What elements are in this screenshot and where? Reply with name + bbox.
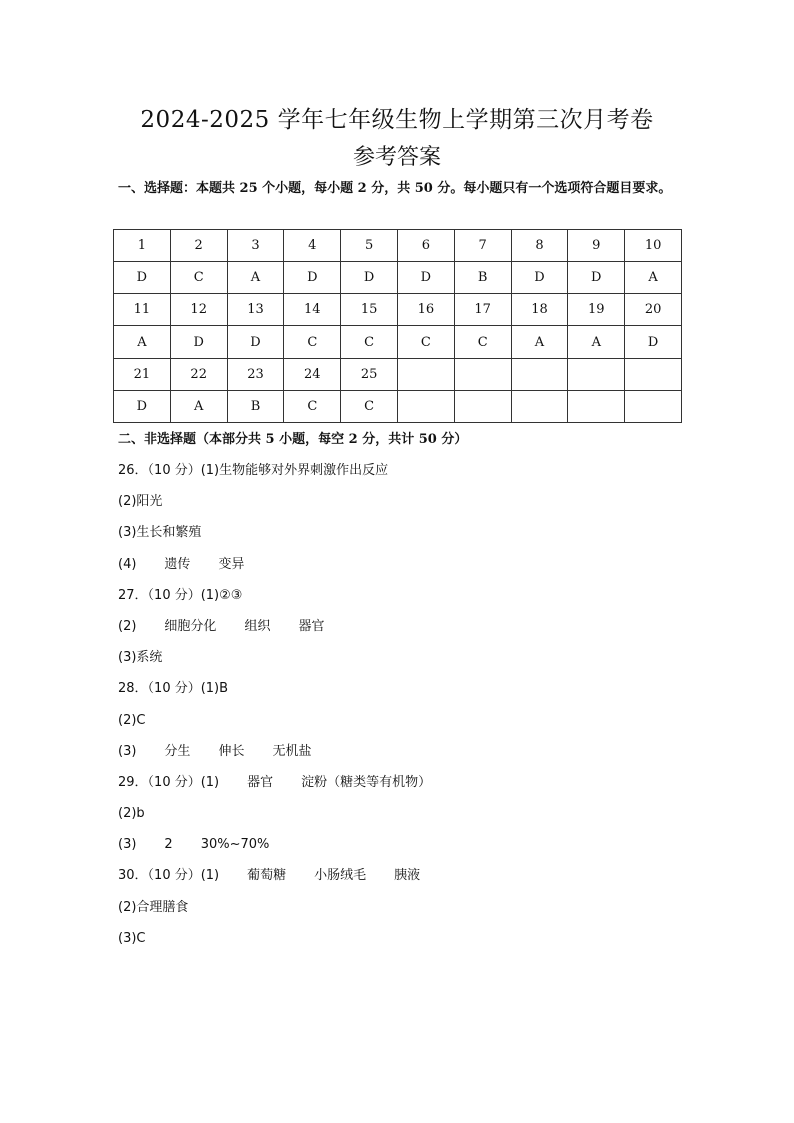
table-cell: C [341, 390, 398, 422]
answer-label: (3)生长和繁殖 [118, 525, 202, 541]
answer-fill: 组织 [244, 618, 271, 634]
table-cell [454, 390, 511, 422]
answer-fill: 遗传 [164, 556, 191, 572]
table-cell: 1 [114, 230, 171, 262]
answer-label: (3) [118, 743, 137, 759]
answer-label: 30．（10 分）(1) [118, 868, 220, 884]
answer-label: 28．（10 分）(1)B [118, 681, 229, 697]
answer-fill: 伸长 [218, 743, 245, 759]
answer-fill: 器官 [247, 774, 274, 790]
table-cell: 7 [454, 230, 511, 262]
table-cell: D [341, 262, 398, 294]
answer-line [118, 549, 718, 580]
table-cell: 22 [170, 358, 227, 390]
answer-line [118, 860, 718, 891]
answer-line [118, 486, 718, 517]
table-cell [625, 358, 682, 390]
table-cell: D [170, 326, 227, 358]
answer-line [118, 736, 718, 767]
table-cell: D [114, 262, 171, 294]
table-cell: A [625, 262, 682, 294]
answer-line [118, 829, 718, 860]
table-cell: B [454, 262, 511, 294]
table-cell: 8 [511, 230, 568, 262]
answer-fill: 胰液 [394, 868, 421, 884]
answer-label: (3)系统 [118, 650, 163, 666]
table-cell: 4 [284, 230, 341, 262]
table-row-question-numbers [114, 294, 682, 326]
table-row-answers [114, 390, 682, 422]
answer-fill: 2 [164, 837, 173, 853]
answer-label: 27．（10 分）(1)②③ [118, 587, 243, 603]
table-cell: D [511, 262, 568, 294]
answer-label: (2)b [118, 806, 145, 822]
table-cell [397, 390, 454, 422]
table-cell: 18 [511, 294, 568, 326]
table-row-answers [114, 326, 682, 358]
table-cell: 15 [341, 294, 398, 326]
answer-line [118, 517, 718, 548]
table-cell: 3 [227, 230, 284, 262]
table-cell: 21 [114, 358, 171, 390]
answer-fill: 细胞分化 [164, 618, 217, 634]
answer-fill: 葡萄糖 [247, 868, 287, 884]
table-cell: 11 [114, 294, 171, 326]
answer-label: (4) [118, 556, 137, 572]
answer-label: 29．（10 分）(1) [118, 774, 220, 790]
table-cell: D [114, 390, 171, 422]
answer-line [118, 611, 718, 642]
table-cell: D [284, 262, 341, 294]
answer-fill: 器官 [298, 618, 325, 634]
answer-fill: 30%~70% [200, 837, 270, 853]
answer-fill: 小肠绒毛 [314, 868, 367, 884]
table-cell: C [454, 326, 511, 358]
table-row-question-numbers [114, 230, 682, 262]
answer-label: (2)阳光 [118, 494, 163, 510]
page-title: 2024-2025 学年七年级生物上学期第三次月考卷 [140, 107, 654, 133]
table-cell: C [284, 326, 341, 358]
table-cell: D [397, 262, 454, 294]
table-cell [625, 390, 682, 422]
table-cell: A [170, 390, 227, 422]
table-cell: 5 [341, 230, 398, 262]
table-cell: 12 [170, 294, 227, 326]
table-cell: 6 [397, 230, 454, 262]
table-cell [397, 358, 454, 390]
table-cell: A [227, 262, 284, 294]
table-cell: A [568, 326, 625, 358]
table-cell: C [397, 326, 454, 358]
table-cell: C [341, 326, 398, 358]
table-row-answers [114, 262, 682, 294]
table-cell [454, 358, 511, 390]
table-cell: D [568, 262, 625, 294]
table-row-question-numbers [114, 358, 682, 390]
table-cell: D [227, 326, 284, 358]
table-cell: C [284, 390, 341, 422]
table-cell: 24 [284, 358, 341, 390]
table-cell [511, 358, 568, 390]
table-cell: A [114, 326, 171, 358]
answer-label: (2) [118, 618, 137, 634]
answer-fill: 淀粉（糖类等有机物） [301, 774, 432, 790]
table-cell: C [170, 262, 227, 294]
table-cell: 25 [341, 358, 398, 390]
table-cell: D [625, 326, 682, 358]
table-cell [568, 390, 625, 422]
table-cell: 9 [568, 230, 625, 262]
table-cell: 2 [170, 230, 227, 262]
table-cell: 20 [625, 294, 682, 326]
answer-line [118, 673, 718, 704]
table-cell [568, 358, 625, 390]
answer-line [118, 705, 718, 736]
answer-table [113, 229, 682, 423]
table-cell: 19 [568, 294, 625, 326]
table-cell: 17 [454, 294, 511, 326]
answer-fill: 分生 [164, 743, 191, 759]
table-cell [511, 390, 568, 422]
table-cell: 10 [625, 230, 682, 262]
section-heading-multiple-choice: 一、选择题：本题共 25 个小题，每小题 2 分，共 50 分。每小题只有一个选项符合题目要求。 [118, 181, 672, 196]
answer-line [118, 580, 718, 611]
section-heading-non-choice: 二、非选择题（本部分共 5 小题，每空 2 分，共计 50 分） [118, 432, 468, 447]
answer-line [118, 798, 718, 829]
answer-fill: 变异 [218, 556, 245, 572]
table-cell: B [227, 390, 284, 422]
answer-line [118, 642, 718, 673]
answer-label: (3) [118, 837, 137, 853]
table-cell: A [511, 326, 568, 358]
answer-lines [118, 455, 718, 954]
answer-label: (3)C [118, 930, 146, 946]
answer-line [118, 767, 718, 798]
table-cell: 23 [227, 358, 284, 390]
page-subtitle: 参考答案 [352, 145, 441, 170]
answer-line [118, 455, 718, 486]
answer-line [118, 892, 718, 923]
answer-line [118, 923, 718, 954]
answer-fill: 无机盐 [272, 743, 312, 759]
answer-label: 26．（10 分）(1)生物能够对外界刺激作出反应 [118, 463, 389, 478]
table-cell: 14 [284, 294, 341, 326]
table-cell: 16 [397, 294, 454, 326]
answer-label: (2)合理膳食 [118, 899, 189, 915]
table-cell: 13 [227, 294, 284, 326]
answer-label: (2)C [118, 712, 146, 728]
